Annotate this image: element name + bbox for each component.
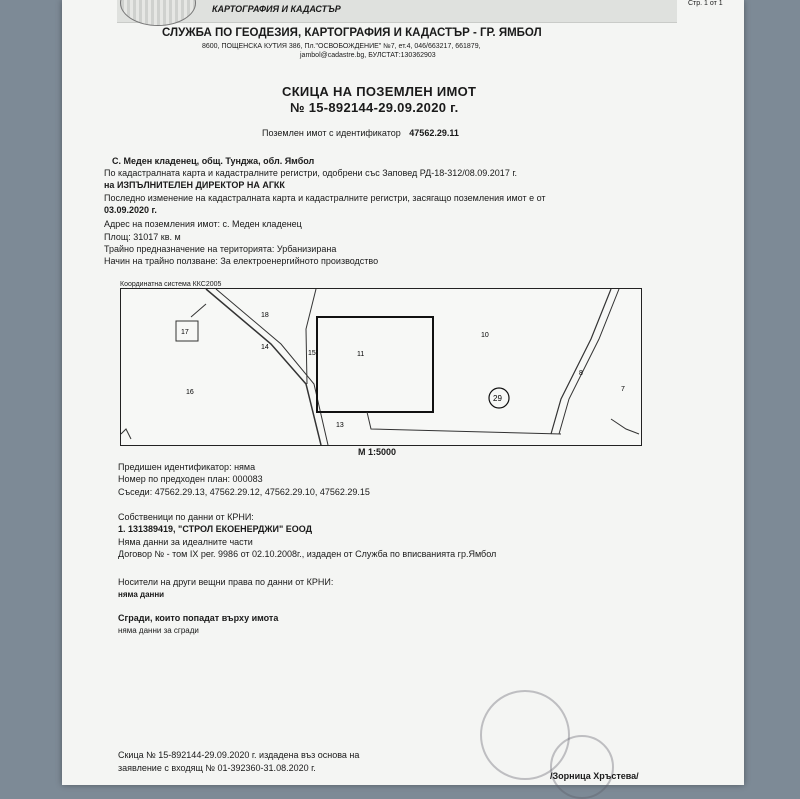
road-line-east-edge — [559, 289, 619, 434]
other-rights-value: няма данни — [118, 590, 165, 599]
map-drawing — [121, 289, 641, 445]
parcel-boundary — [191, 304, 206, 317]
document-page — [62, 0, 744, 785]
document-number: № 15-892144-29.09.2020 г. — [290, 100, 459, 115]
footer-line-1: Скица № 15-892144-29.09.2020 г. издадена въз основа на — [118, 750, 360, 760]
parcel-11-outline — [317, 317, 433, 412]
buildings-value: няма данни за сгради — [118, 626, 199, 635]
approval-line: По кадастралната карта и кадастралните регистри, одобрени със Заповед РД-18-312/08.09.2017 г. — [104, 168, 518, 178]
owner-contract: Договор № - том IX рег. 9986 от 02.10.2008г., издаден от Служба по вписванията гр.Ямбол — [118, 549, 497, 559]
parcel-label: 15 — [308, 350, 316, 357]
parcel-label: 29 — [493, 394, 502, 403]
owner-entry: 1. 131389419, "СТРОЛ ЕКОЕНЕРДЖИ" ЕООД — [118, 524, 313, 534]
last-change-1: Последно изменение на кадастралната карта и кадастралните регистри, засягащо поземления имот е от — [104, 193, 546, 203]
identifier-value: 47562.29.11 — [409, 128, 459, 138]
owner-shares: Няма данни за идеалните части — [118, 537, 253, 547]
previous-plan-number: Номер по предходен план: 000083 — [118, 474, 263, 484]
parcel-boundary — [367, 412, 561, 434]
parcel-label: 17 — [181, 329, 189, 336]
purpose-line: Трайно предназначение на територията: Урбанизирана — [104, 244, 337, 254]
parcel-label: 8 — [579, 370, 583, 377]
parcel-label: 16 — [186, 389, 194, 396]
identifier-label: Поземлен имот с идентификатор — [262, 128, 401, 138]
parcel-label: 11 — [357, 351, 365, 358]
other-rights-heading: Носители на други вещни права по данни от КРНИ: — [118, 577, 334, 587]
road-line-east — [551, 289, 611, 434]
area-line: Площ: 31017 кв. м — [104, 232, 181, 242]
location-line: С. Меден кладенец, общ. Тунджа, обл. Ямбол — [112, 156, 315, 166]
header-top-label: КАРТОГРАФИЯ И КАДАСТЪР — [212, 4, 341, 14]
approval-by: на ИЗПЪЛНИТЕЛЕН ДИРЕКТОР НА АГКК — [104, 180, 285, 190]
document-title: СКИЦА НА ПОЗЕМЛЕН ИМОТ — [282, 84, 477, 99]
header-band — [117, 0, 677, 23]
parcel-label: 14 — [261, 344, 269, 351]
parcel-label: 13 — [336, 422, 344, 429]
last-change-2: 03.09.2020 г. — [104, 205, 157, 215]
parcel-label: 18 — [261, 312, 269, 319]
parcel-boundary — [306, 289, 316, 384]
seal-stamp — [550, 735, 614, 799]
owners-heading: Собственици по данни от КРНИ: — [118, 512, 254, 522]
cadastral-map — [120, 288, 642, 446]
survey-mark-icon — [121, 429, 131, 439]
signer-name: /Зорница Хръстева/ — [550, 771, 639, 781]
service-name: СЛУЖБА ПО ГЕОДЕЗИЯ, КАРТОГРАФИЯ И КАДАСТЪР - ГР. ЯМБОЛ — [162, 27, 542, 39]
page-counter: Стр. 1 от 1 — [688, 0, 723, 7]
buildings-heading: Сгради, които попадат върху имота — [118, 613, 279, 623]
parcel-label: 7 — [621, 386, 625, 393]
map-scale: М 1:5000 — [358, 447, 397, 457]
usage-line: Начин на трайно ползване: За електроенергийното производство — [104, 256, 379, 266]
neighbors-line: Съседи: 47562.29.13, 47562.29.12, 47562.29.10, 47562.29.15 — [118, 487, 370, 497]
coord-system-label: Координатна система ККС2005 — [120, 281, 222, 288]
parcel-label: 10 — [481, 332, 489, 339]
email-line: jambol@cadastre.bg, БУЛСТАТ:130362903 — [300, 52, 436, 59]
address-line-property: Адрес на поземления имот: с. Меден кладенец — [104, 219, 302, 229]
previous-identifier: Предишен идентификатор: няма — [118, 462, 256, 472]
footer-line-2: заявление с входящ № 01-392360-31.08.2020 г. — [118, 763, 316, 773]
address-line: 8600, ПОЩЕНСКА КУТИЯ 386, Пл."ОСВОБОЖДЕНИЕ" №7, ет.4, 046/663217, 661879, — [202, 43, 481, 50]
parcel-boundary — [611, 419, 639, 434]
